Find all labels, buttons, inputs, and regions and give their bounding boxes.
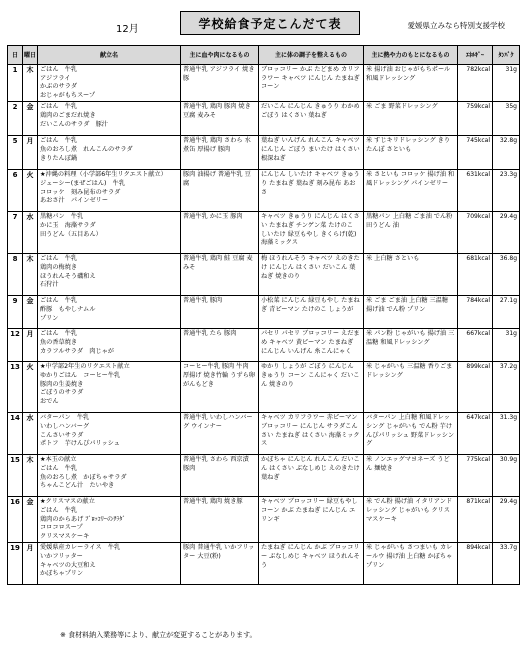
weekday-cell: 木 (23, 455, 38, 497)
kcal-cell: 782kcal (458, 65, 493, 102)
menu-cell: 黒糖パン 牛乳 かに玉 海藻サラダ 田うどん（五目あん） (38, 212, 181, 254)
protein-cell: 31.3g (493, 413, 520, 455)
col-yellow: 主に体の調子を整えるもの (259, 46, 364, 65)
table-row (8, 543, 520, 585)
red-foods-cell: 普通牛乳 アジフライ 焼き豚 (181, 65, 259, 102)
weekday-cell: 火 (23, 170, 38, 212)
col-weekday: 曜日 (23, 46, 38, 65)
table-row (8, 136, 520, 170)
kcal-cell: 894kcal (458, 543, 493, 585)
kcal-cell: 681kcal (458, 254, 493, 296)
protein-cell: 37.2g (493, 362, 520, 413)
table-row (8, 65, 520, 102)
protein-cell: 32.8g (493, 136, 520, 170)
menu-cell: ごはん 牛乳 鶏肉の梅焼き ほうれんそう磯和え 石狩汁 (38, 254, 181, 296)
weekday-cell: 火 (23, 362, 38, 413)
day-cell: 9 (8, 296, 23, 329)
day-cell: 2 (8, 102, 23, 136)
col-day: 日 (8, 46, 23, 65)
col-red: 主に血や肉になるもの (181, 46, 259, 65)
red-foods-cell: 普通牛乳 たら 豚肉 (181, 329, 259, 362)
footnote: ※ 食材料納入業務等により、献立が変更することがあります。 (60, 631, 257, 639)
red-foods-cell: 普通牛乳 鶏肉 さわら 水煮缶 厚揚げ 豚肉 (181, 136, 259, 170)
table-row (8, 102, 520, 136)
table-row (8, 497, 520, 543)
yellow-foods-cell: ゆかり しょうが ごぼう にんじん きゅうり コーン こんにゃく だいこん 焼きのり (259, 362, 364, 413)
menu-cell: ★沖縄の料理（小学部6年生リクエスト献立） ジューシー(まぜごはん) 牛乳 コロッケ 刻み昆布のサラダ あおさ汁 パインゼリー (38, 170, 181, 212)
weekday-cell: 金 (23, 102, 38, 136)
menu-cell: バターパン 牛乳 いわしハンバーグ こんさいサラダ ポトフ 芋けんぴパリッシュ (38, 413, 181, 455)
school-name: 愛媛県立みなら特別支援学校 (407, 21, 505, 30)
day-cell: 13 (8, 362, 23, 413)
table-row (8, 455, 520, 497)
table-row (8, 413, 520, 455)
weekday-cell: 月 (23, 329, 38, 362)
yellow-foods-cell: 梅 ほうれんそう キャベツ えのきたけ にんじん はくさい だいこん 葉ねぎ 焼きのり (259, 254, 364, 296)
red-foods-cell: 豚肉 普通牛乳 いかフリッター 大豆(粉) (181, 543, 259, 585)
menu-cell: 愛媛県産カレーライス 牛乳 いかフリッター キャベツの大豆和え かぼちゃプリン (38, 543, 181, 585)
day-cell: 12 (8, 329, 23, 362)
red-foods-cell: 普通牛乳 鶏肉 焼き豚 (181, 497, 259, 543)
menu-table (7, 45, 520, 585)
yellow-foods-cell: パセリ パセリ ブロッコリー えだまめ キャベツ 黄ピーマン たまねぎ にんじん いんげん 糸こんにゃく (259, 329, 364, 362)
yellow-foods-cell: キャベツ きゅうり にんじん はくさい たまねぎ チンゲン菜 たけのこ しいたけ 緑豆もやし きくらげ(乾) 海藻ミックス (259, 212, 364, 254)
yellow-foods-cell: ブロッコリー かぶ たどまめ カリフラワー キャベツ にんじん たまねぎ コーン (259, 65, 364, 102)
kcal-cell: 871kcal (458, 497, 493, 543)
weekday-cell: 木 (23, 254, 38, 296)
red-foods-cell: 普通牛乳 かに玉 豚肉 (181, 212, 259, 254)
table-row (8, 362, 520, 413)
day-cell: 14 (8, 413, 23, 455)
day-cell: 7 (8, 212, 23, 254)
weekday-cell: 金 (23, 497, 38, 543)
protein-cell: 30.9g (493, 455, 520, 497)
red-foods-cell: 普通牛乳 豚肉 (181, 296, 259, 329)
day-cell: 15 (8, 455, 23, 497)
header-row (8, 46, 520, 65)
green-foods-cell: 米 じゃがいも 三温糖 香りごまドレッシング (364, 362, 458, 413)
menu-cell: ★中学部2年生のリクエスト献立 ゆかりごはん コーヒー牛乳 豚肉の生姜焼き ごぼうのサラダ おでん (38, 362, 181, 413)
protein-cell: 31g (493, 329, 520, 362)
day-cell: 6 (8, 170, 23, 212)
col-green: 主に熱や力のもとになるもの (364, 46, 458, 65)
day-cell: 19 (8, 543, 23, 585)
red-foods-cell: 普通牛乳 鶏肉 鮭 豆腐 麦みそ (181, 254, 259, 296)
weekday-cell: 月 (23, 136, 38, 170)
green-foods-cell: 米 パン粉 じゃがいも 揚げ油 三温糖 和風ドレッシング (364, 329, 458, 362)
menu-cell: ごはん 牛乳 アジフライ かぶのサラダ おじゃがもちスープ (38, 65, 181, 102)
protein-cell: 35g (493, 102, 520, 136)
kcal-cell: 709kcal (458, 212, 493, 254)
green-foods-cell: バターパン 上白糖 和風ドレッシング じゃがいも でん粉 芋けんぴパリッシュ 野菜ドレッシング (364, 413, 458, 455)
menu-cell: ★クリスマスの献立 ごはん 牛乳 鶏肉のからあげ ﾌﾞﾛｯｺﾘｰのｻﾗﾀﾞ コロコロスープ クリスマスケーキ (38, 497, 181, 543)
weekday-cell: 水 (23, 413, 38, 455)
protein-cell: 31g (493, 65, 520, 102)
green-foods-cell: 黒糖パン 上白糖 ごま油 でん粉 田うどん 油 (364, 212, 458, 254)
menu-cell: ごはん 牛乳 魚の香草焼き カラフルサラダ 肉じゃが (38, 329, 181, 362)
day-cell: 16 (8, 497, 23, 543)
day-cell: 5 (8, 136, 23, 170)
kcal-cell: 667kcal (458, 329, 493, 362)
green-foods-cell: 米 ごま ごま油 上白糖 三温糖 揚げ油 でん粉 プリン (364, 296, 458, 329)
menu-cell: ★本玉の献立 ごはん 牛乳 魚のおろし煮 かぼちゃサラダ ちゃんこどん汁 たいやき (38, 455, 181, 497)
yellow-foods-cell: だいこん にんじん きゅうり わかめ ごぼう はくさい 葉ねぎ (259, 102, 364, 136)
protein-cell: 29.4g (493, 212, 520, 254)
protein-cell: 36.8g (493, 254, 520, 296)
kcal-cell: 647kcal (458, 413, 493, 455)
green-foods-cell: 米 上白糖 さといも (364, 254, 458, 296)
kcal-cell: 631kcal (458, 170, 493, 212)
green-foods-cell: 米 すじキリドレッシング きりたんぽ さといも (364, 136, 458, 170)
col-kcal: ｴﾈﾙｷﾞｰ (458, 46, 493, 65)
yellow-foods-cell: キャベツ ブロッコリー 緑豆もやし コーン かぶ たまねぎ にんじん エリンギ (259, 497, 364, 543)
green-foods-cell: 米 じゃがいも さつまいも カレールウ 揚げ油 上白糖 かぼちゃプリン (364, 543, 458, 585)
table-row (8, 212, 520, 254)
day-cell: 8 (8, 254, 23, 296)
weekday-cell: 水 (23, 212, 38, 254)
kcal-cell: 759kcal (458, 102, 493, 136)
page-title: 学校給食予定こんだて表 (180, 11, 360, 35)
menu-cell: ごはん 牛乳 魚のおろし煮 れんこんのサラダ きりたんぽ鍋 (38, 136, 181, 170)
yellow-foods-cell: にんじん しいたけ キャベツ きゅうり たまねぎ 葉ねぎ 刻み昆布 あおさ (259, 170, 364, 212)
weekday-cell: 金 (23, 296, 38, 329)
weekday-cell: 木 (23, 65, 38, 102)
kcal-cell: 784kcal (458, 296, 493, 329)
green-foods-cell: 米 ノンエッグマヨネーズ うどん 麺焼き (364, 455, 458, 497)
red-foods-cell: 普通牛乳 さわら 西京漬 豚肉 (181, 455, 259, 497)
header (8, 10, 519, 40)
kcal-cell: 899kcal (458, 362, 493, 413)
red-foods-cell: コーヒー牛乳 豚肉 牛肉 厚揚げ 焼き竹輪 うずら卵 がんもどき (181, 362, 259, 413)
red-foods-cell: 普通牛乳 いわしハンバーグ ウインナー (181, 413, 259, 455)
kcal-cell: 745kcal (458, 136, 493, 170)
table-row (8, 254, 520, 296)
kcal-cell: 775kcal (458, 455, 493, 497)
green-foods-cell: 米 ごま 野菜ドレッシング (364, 102, 458, 136)
table-row (8, 329, 520, 362)
protein-cell: 23.3g (493, 170, 520, 212)
green-foods-cell: 米 でん粉 揚げ油 イタリアンドレッシング じゃがいも クリスマスケーキ (364, 497, 458, 543)
table-row (8, 170, 520, 212)
green-foods-cell: 米 揚げ油 おじゃがもちポール 和風ドレッシング (364, 65, 458, 102)
protein-cell: 29.4g (493, 497, 520, 543)
protein-cell: 33.7g (493, 543, 520, 585)
green-foods-cell: 米 さといも コロッケ 揚げ油 和風ドレッシング パインゼリー (364, 170, 458, 212)
yellow-foods-cell: かぼちゃ にんじん れんこん だいこん はくさい ぶなしめじ えのきたけ 葉ねぎ (259, 455, 364, 497)
red-foods-cell: 豚肉 油揚げ 普通牛乳 豆腐 (181, 170, 259, 212)
day-cell: 1 (8, 65, 23, 102)
col-menu: 献立名 (38, 46, 181, 65)
menu-cell: ごはん 牛乳 酢豚 もやしナムル プリン (38, 296, 181, 329)
red-foods-cell: 普通牛乳 鶏肉 豚肉 焼き豆腐 麦みそ (181, 102, 259, 136)
weekday-cell: 月 (23, 543, 38, 585)
col-protein: ﾀﾝﾊﾟｸ (493, 46, 520, 65)
menu-cell: ごはん 牛乳 鶏肉のごまだれ焼き だいこんのサラダ 豚汁 (38, 102, 181, 136)
yellow-foods-cell: たまねぎ にんじん かぶ ブロッコリー ぶなしめじ キャベツ ほうれんそう (259, 543, 364, 585)
yellow-foods-cell: 小松菜 にんじん 緑豆もやし たまねぎ 青ピーマン たけのこ しょうが (259, 296, 364, 329)
month-label: 12月 (116, 24, 139, 35)
yellow-foods-cell: キャベツ カリフラワー 赤ピーマン ブロッコリー にんじん サラダこんさい たまねぎ はくさい 海藻ミックス (259, 413, 364, 455)
protein-cell: 27.1g (493, 296, 520, 329)
table-row (8, 296, 520, 329)
yellow-foods-cell: 葉ねぎ いんげん れんこん キャベツ にんじん ごぼう まいたけ はくさい 根深ねぎ (259, 136, 364, 170)
